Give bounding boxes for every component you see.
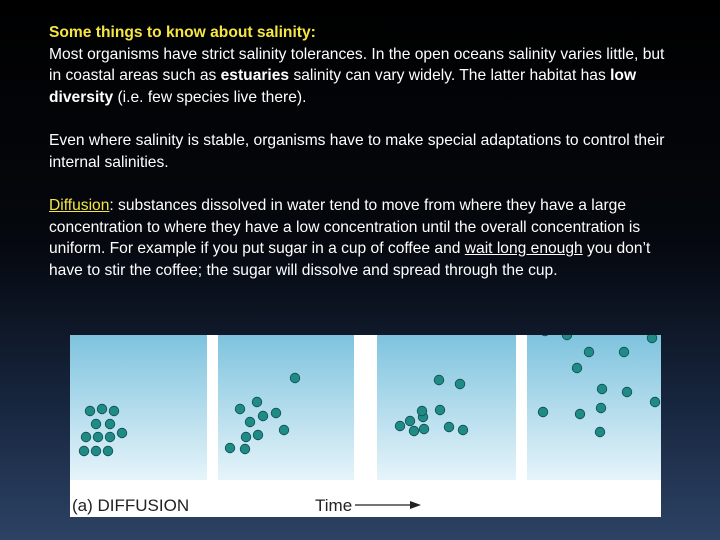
particle-panel-3 xyxy=(417,406,427,416)
particle-panel-4 xyxy=(597,384,607,394)
slide-heading: Some things to know about salinity: xyxy=(49,24,316,41)
particle-panel-4 xyxy=(584,347,594,357)
particle-panel-2 xyxy=(241,432,251,442)
paragraph-intro xyxy=(49,22,674,108)
time-label: Time xyxy=(315,496,353,515)
term-estuaries: estuaries xyxy=(220,67,290,84)
particle-panel-3 xyxy=(409,426,419,436)
term-low-diversity: low diversity xyxy=(49,67,637,106)
particle-panel-3 xyxy=(405,416,415,426)
particle-panel-2 xyxy=(245,417,255,427)
particle-panel-4 xyxy=(650,397,660,407)
particle-panel-1 xyxy=(117,428,127,438)
beaker-panel-3 xyxy=(377,335,516,480)
particle-panel-1 xyxy=(93,432,103,442)
particle-panel-1 xyxy=(91,446,101,456)
particle-panel-2 xyxy=(290,373,300,383)
particle-panel-1 xyxy=(109,406,119,416)
particle-panel-3 xyxy=(395,421,405,431)
particle-panel-2 xyxy=(252,397,262,407)
p1-text-1: Most organisms have strict salinity tolerances. In the open oceans salinity varies little, but in coastal areas such as xyxy=(49,45,665,84)
particle-panel-2 xyxy=(279,425,289,435)
particle-panel-4 xyxy=(622,387,632,397)
diffusion-figure xyxy=(70,335,661,517)
particle-panel-1 xyxy=(81,432,91,442)
particle-panel-4 xyxy=(647,335,657,343)
particle-panel-2 xyxy=(240,444,250,454)
term-diffusion: Diffusion xyxy=(49,197,110,214)
particle-panel-1 xyxy=(103,446,113,456)
particle-panel-1 xyxy=(97,404,107,414)
particle-panel-4 xyxy=(572,363,582,373)
paragraph-diffusion xyxy=(49,195,674,281)
p1-text-2: salinity can vary widely. The latter habitat has xyxy=(289,67,611,84)
particle-panel-4 xyxy=(596,403,606,413)
diffusion-diagram xyxy=(70,335,661,517)
particle-panel-1 xyxy=(85,406,95,416)
beaker-panel-4 xyxy=(527,335,661,480)
particle-panel-1 xyxy=(105,419,115,429)
particle-panel-4 xyxy=(619,347,629,357)
figure-caption: (a) DIFFUSION xyxy=(72,496,190,515)
particle-panel-3 xyxy=(458,425,468,435)
time-arrow-head xyxy=(410,501,421,509)
particle-panel-2 xyxy=(225,443,235,453)
particle-panel-4 xyxy=(575,409,585,419)
p3-text-2: you don’t have to stir the coffee; the sugar will dissolve and spread through the cup. xyxy=(49,240,651,279)
p3-text-1: : substances dissolved in water tend to move from where they have a large concentration to where they have a low concentration until the overall concentration is uniform. For example if you put sugar in a cup of coffee and xyxy=(49,197,641,257)
particle-panel-1 xyxy=(91,419,101,429)
particle-panel-3 xyxy=(455,379,465,389)
particle-panel-3 xyxy=(434,375,444,385)
particle-panel-3 xyxy=(419,424,429,434)
particle-panel-2 xyxy=(271,408,281,418)
paragraph-adaptations: Even where salinity is stable, organisms have to make special adaptations to control their internal salinities. xyxy=(49,132,665,171)
particle-panel-1 xyxy=(105,432,115,442)
particle-panel-3 xyxy=(444,422,454,432)
underlined-wait-long-enough: wait long enough xyxy=(464,240,583,257)
p1-text-3: (i.e. few species live there). xyxy=(113,88,307,106)
particle-panel-4 xyxy=(595,427,605,437)
particle-panel-1 xyxy=(79,446,89,456)
slide-text xyxy=(49,22,674,303)
particle-panel-4 xyxy=(538,407,548,417)
particle-panel-2 xyxy=(235,404,245,414)
particle-panel-2 xyxy=(258,411,268,421)
particle-panel-2 xyxy=(253,430,263,440)
particle-panel-3 xyxy=(435,405,445,415)
